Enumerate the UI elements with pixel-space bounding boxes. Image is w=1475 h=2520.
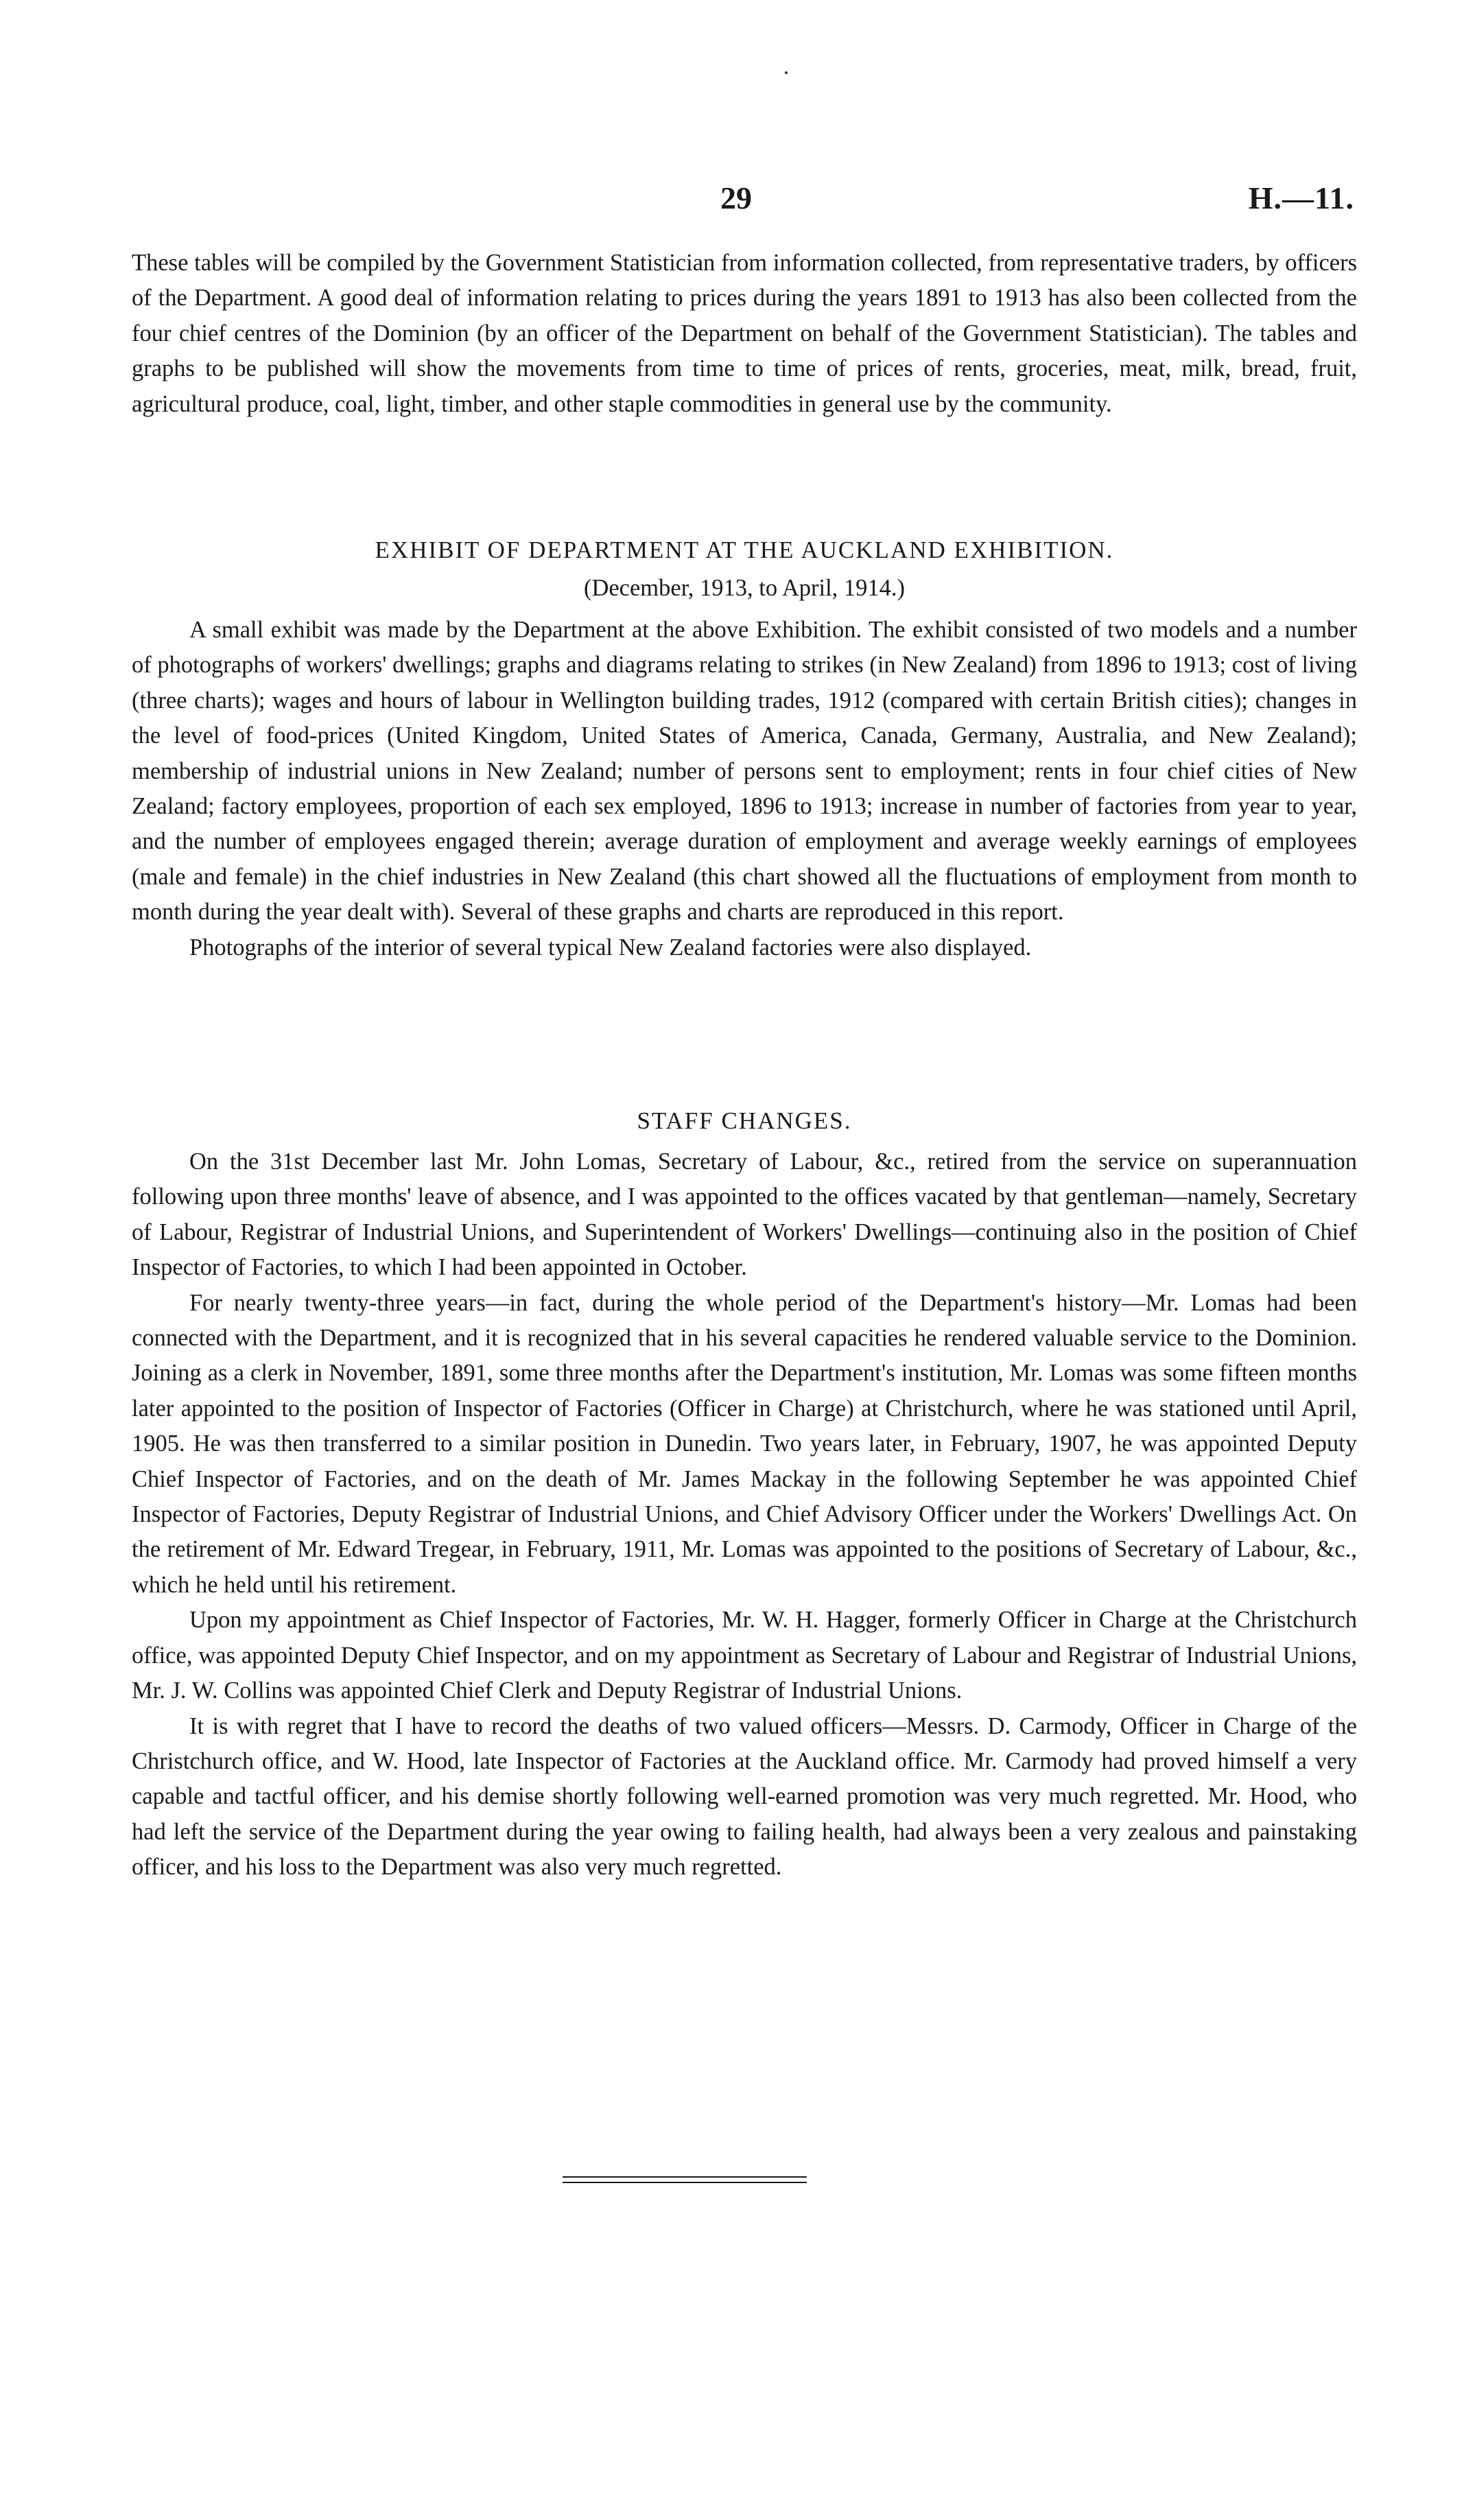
exhibit-dates: (December, 1913, to April, 1914.) [583,575,906,601]
scan-speck [785,71,788,74]
staff-heading: STAFF CHANGES. [637,1107,852,1134]
closing-rule-lower [563,2182,807,2183]
exhibit-heading: EXHIBIT OF DEPARTMENT AT THE AUCKLAND EXHIBITION. [375,537,1114,563]
exhibit-paragraph: Photographs of the interior of several typical New Zealand factories were also displayed. [189,934,1032,961]
intro-section [132,246,1357,422]
intro-paragraph: These tables will be compiled by the Government Statistician from information collected, from representative traders, by officers of the Department. A good deal of information relating to prices during the years 1891 to 1913 has also been collected from the four chief centres of the Dominion (by an officer of the Department on behalf of the Government Statistician). The tables and graphs to be published will show the movements from time to time of prices of rents, groceries, meat, milk, bread, fruit, agricultural produce, coal, light, timber, and other staple commodities in general use by the community. [132,250,1357,417]
exhibit-paragraph: A small exhibit was made by the Department at the above Exhibition. The exhibit consisted of two models and a number of photographs of workers' dwellings; graphs and diagrams relating to strikes (in New Zealand) from 1896 to 1913; cost of living (three charts); wages and hours of labour in Wellington building trades, 1912 (compared with certain British cities); changes in the level of food-prices (United Kingdom, United States of America, Canada, Germany, Australia, and New Zealand); membership of industrial unions in New Zealand; number of persons sent to employment; rents in four chief cities of New Zealand; factory employees, proportion of each sex employed, 1896 to 1913; increase in number of factories from year to year, and the number of employees engaged therein; average duration of employment and average weekly earnings of employees (male and female) in the chief industries in New Zealand (this chart showed all the fluctuations of employment from month to month during the year dealt with). Several of these graphs and charts are reproduced in this report. [132,617,1357,926]
series-reference: H.—11. [1248,180,1354,215]
closing-rule-upper [563,2176,807,2178]
staff-section [132,1144,1357,1885]
staff-paragraph: Upon my appointment as Chief Inspector of Factories, Mr. W. H. Hagger, formerly Officer in Charge at the Christchurch office, was appointed Deputy Chief Inspector, and on my appointment as Secretary of Labour and Registrar of Industrial Unions, Mr. J. W. Collins was appointed Chief Clerk and Deputy Registrar of Industrial Unions. [132,1607,1357,1704]
exhibit-section [132,613,1357,965]
staff-paragraph: It is with regret that I have to record the deaths of two valued officers—Messrs. D. Carmody, Officer in Charge of the Christchurch office, and W. Hood, late Inspector of Factories at the Auckland office. Mr. Carmody had proved himself a very capable and tactful officer, and his demise shortly following well-earned promotion was very much regretted. Mr. Hood, who had left the service of the Department during the year owing to failing health, had always been a very zealous and painstaking officer, and his loss to the Department was also very much regretted. [132,1712,1357,1881]
staff-paragraph: On the 31st December last Mr. John Lomas, Secretary of Labour, &c., retired from the service on superannuation following upon three months' leave of absence, and I was appointed to the offices vacated by that gentleman—namely, Secretary of Labour, Registrar of Industrial Unions, and Superintendent of Workers' Dwellings—continuing also in the position of Chief Inspector of Factories, to which I had been appointed in October. [132,1149,1357,1281]
staff-paragraph: For nearly twenty-three years—in fact, during the whole period of the Department's history—Mr. Lomas had been connected with the Department, and it is recognized that in his several capacities he rendered valuable service to the Dominion. Joining as a clerk in November, 1891, some three months after the Department's institution, Mr. Lomas was some fifteen months later appointed to the position of Inspector of Factories (Officer in Charge) at Christchurch, where he was stationed until April, 1905. He was then transferred to a similar position in Dunedin. Two years later, in February, 1907, he was appointed Deputy Chief Inspector of Factories, and on the death of Mr. James Mackay in the following September he was appointed Chief Inspector of Factories, Deputy Registrar of Industrial Unions, and Chief Advisory Officer under the Workers' Dwellings Act. On the retirement of Mr. Edward Tregear, in February, 1911, Mr. Lomas was appointed to the positions of Secretary of Labour, &c., which he held until his retirement. [132,1289,1357,1598]
page-number: 29 [720,180,752,215]
